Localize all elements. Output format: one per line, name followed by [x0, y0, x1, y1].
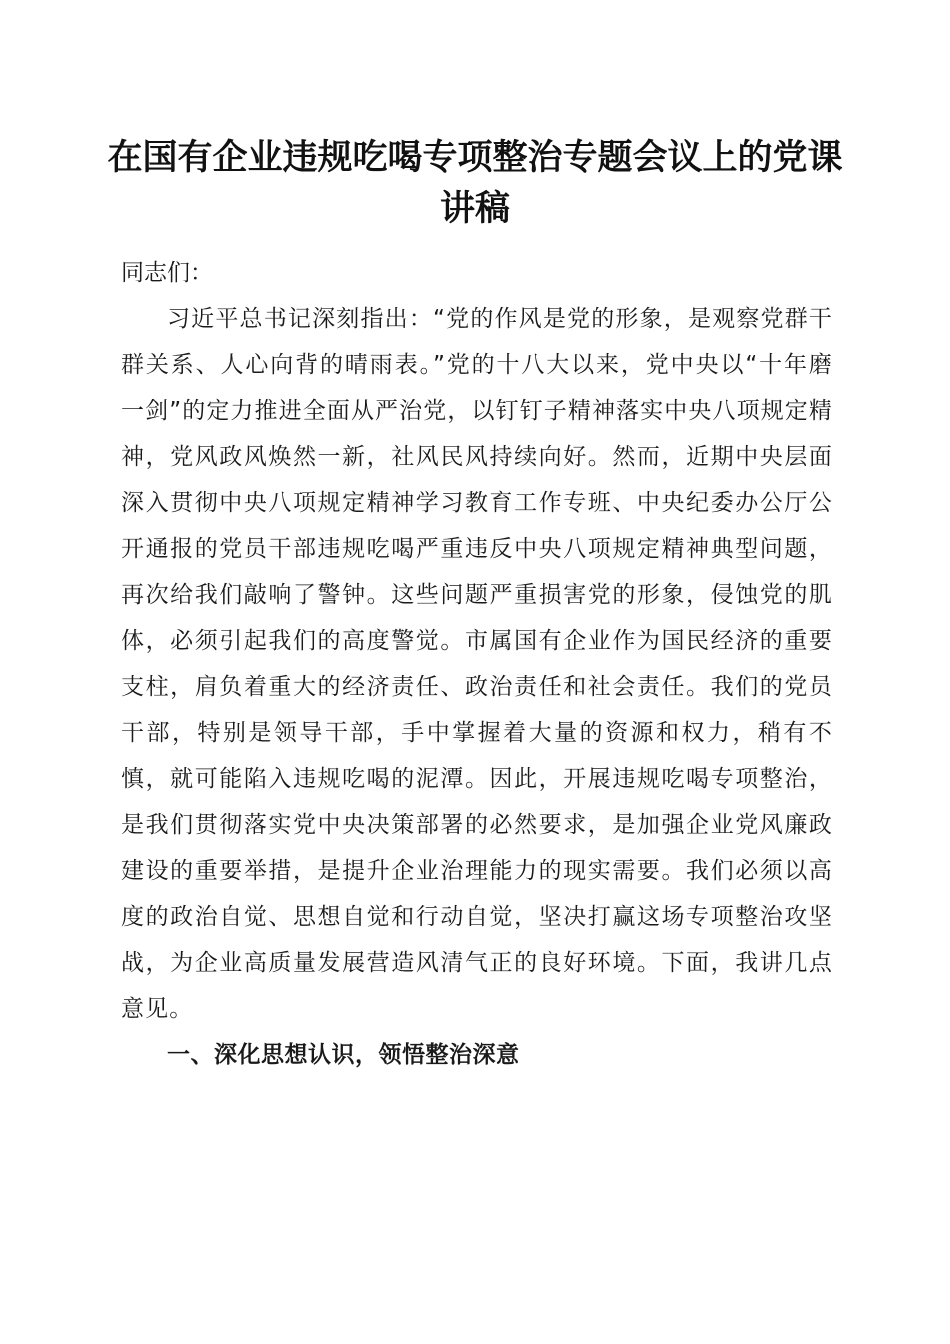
document-title: 在国有企业违规吃喝专项整治专题会议上的党课讲稿 — [107, 137, 843, 229]
section-heading: 一、深化思想认识，领悟整治深意 — [167, 1042, 520, 1068]
body-paragraph: 习近平总书记深刻指出：“党的作风是党的形象，是观察党群干群关系、人心向背的晴雨表。”党的十八大以来，党中央以“十年磨一剑”的定力推进全面从严治党，以钉钉子精神落实中央八项规定精神，党风政风焕然一新，社风民风持续向好。然而，近期中央层面深入贯彻中央八项规定精神学习教育工作专班、中央纪委办公厅公开通报的党员干部违规吃喝严重违反中央八项规定精神典型问题，再次给我们敲响了警钟。这些问题严重损害党的形象，侵蚀党的肌体，必须引起我们的高度警觉。市属国有企业作为国民经济的重要支柱，肩负着重大的经济责任、政治责任和社会责任。我们的党员干部，特别是领导干部，手中掌握着大量的资源和权力，稍有不慎，就可能陷入违规吃喝的泥潭。因此，开展违规吃喝专项整治，是我们贯彻落实党中央决策部署的必然要求，是加强企业党风廉政建设的重要举措，是提升企业治理能力的现实需要。我们必须以高度的政治自觉、思想自觉和行动自觉，坚决打赢这场专项整治攻坚战，为企业高质量发展营造风清气正的良好环境。下面，我讲几点意见。 — [121, 306, 833, 1022]
salutation: 同志们： — [121, 260, 213, 286]
document-body — [121, 250, 833, 1078]
